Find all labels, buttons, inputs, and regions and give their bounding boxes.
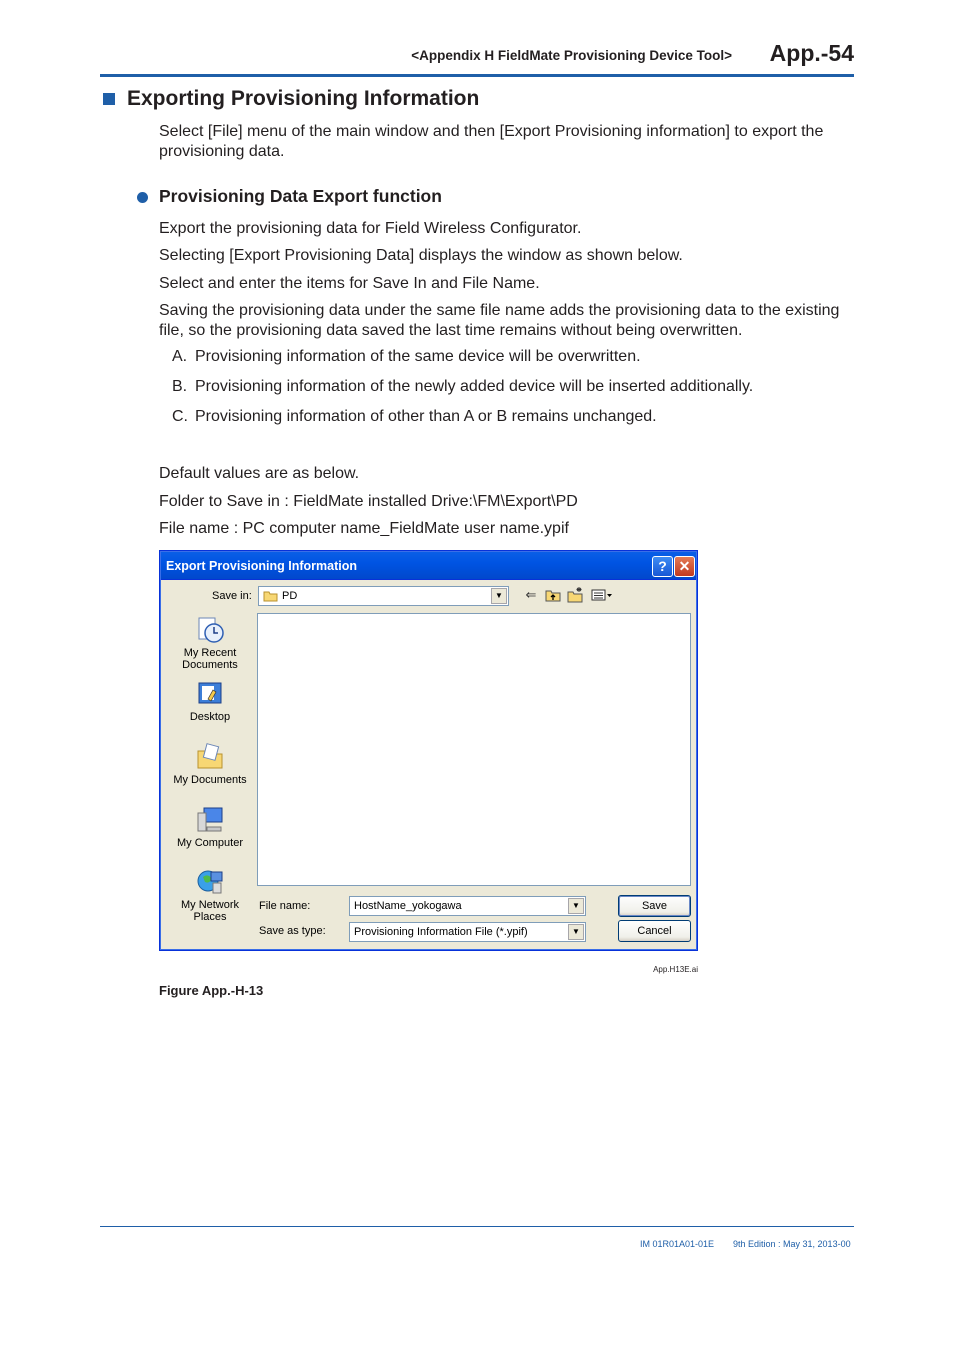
paragraph: File name : PC computer name_FieldMate user name.ypif xyxy=(159,520,569,537)
dialog-title-bar[interactable] xyxy=(161,552,696,580)
close-button[interactable]: ✕ xyxy=(674,556,695,577)
recent-documents-icon xyxy=(195,615,225,645)
save-in-label: Save in: xyxy=(212,590,252,602)
footer-edition: 9th Edition : May 31, 2013-00 xyxy=(733,1239,851,1249)
place-label: Desktop xyxy=(189,711,231,723)
place-label: My Recent Documents xyxy=(182,647,238,671)
my-documents-icon xyxy=(195,742,225,772)
place-label: My Documents xyxy=(173,774,247,786)
paragraph: Folder to Save in : FieldMate installed Drive:\FM\Export\PD xyxy=(159,493,578,510)
place-recent-documents[interactable] xyxy=(170,615,250,671)
list-text: Provisioning information of the same device will be overwritten. xyxy=(195,348,641,365)
new-folder-icon[interactable] xyxy=(566,586,584,604)
list-marker: A. xyxy=(172,348,188,365)
chevron-down-icon[interactable]: ▼ xyxy=(568,924,584,940)
place-desktop[interactable] xyxy=(170,679,250,723)
up-folder-icon[interactable] xyxy=(544,586,562,604)
save-as-type-select[interactable] xyxy=(349,922,586,942)
desktop-icon xyxy=(195,679,225,709)
place-label: My Computer xyxy=(176,837,244,849)
file-name-input[interactable] xyxy=(349,896,586,916)
running-header: <Appendix H FieldMate Provisioning Device Tool> xyxy=(411,48,732,63)
paragraph: Select and enter the items for Save In and File Name. xyxy=(159,275,540,292)
subsection-title: Provisioning Data Export function xyxy=(159,186,442,206)
section-title: Exporting Provisioning Information xyxy=(127,87,480,110)
paragraph: Export the provisioning data for Field Wireless Configurator. xyxy=(159,220,582,237)
view-menu-icon[interactable] xyxy=(590,586,614,604)
place-label: My Network Places xyxy=(180,899,240,923)
chevron-down-icon[interactable]: ▼ xyxy=(568,898,584,914)
back-arrow-icon[interactable]: ⇐ xyxy=(525,587,537,602)
section-square-icon xyxy=(103,93,115,105)
file-list[interactable] xyxy=(257,613,691,886)
list-text: Provisioning information of the newly added device will be inserted additionally. xyxy=(195,378,754,395)
list-marker: B. xyxy=(172,378,188,395)
save-as-type-value: Provisioning Information File (*.ypif) xyxy=(354,926,528,938)
place-network[interactable] xyxy=(170,867,250,923)
place-my-documents[interactable] xyxy=(170,742,250,786)
list-item xyxy=(172,347,854,367)
bullet-dot-icon xyxy=(137,192,148,203)
save-as-type-label: Save as type: xyxy=(259,925,326,937)
file-name-label: File name: xyxy=(259,900,311,912)
section-intro: Select [File] menu of the main window and then [Export Provisioning information] to export the provisioning data. xyxy=(159,123,824,160)
list-item xyxy=(172,407,854,427)
list-marker: C. xyxy=(172,408,188,425)
paragraph: Selecting [Export Provisioning Data] displays the window as shown below. xyxy=(159,247,683,264)
dialog-title: Export Provisioning Information xyxy=(166,559,357,573)
list-text: Provisioning information of other than A or B remains unchanged. xyxy=(195,408,657,425)
chevron-down-icon[interactable]: ▼ xyxy=(491,588,507,604)
folder-icon xyxy=(263,590,278,602)
figure-file-id: App.H13E.ai xyxy=(653,965,698,974)
place-my-computer[interactable] xyxy=(170,805,250,849)
network-places-icon xyxy=(195,867,225,897)
footer-rule xyxy=(100,1226,854,1227)
paragraph: Default values are as below. xyxy=(159,465,360,482)
paragraph: Saving the provisioning data under the same file name adds the provisioning data to the existing file, so the provisioning data saved the last time remains without being overwritten. xyxy=(159,302,840,339)
figure-caption: Figure App.-H-13 xyxy=(159,983,264,998)
file-name-value: HostName_yokogawa xyxy=(354,900,462,912)
cancel-button[interactable]: Cancel xyxy=(618,920,691,942)
save-in-combo[interactable] xyxy=(258,586,509,606)
export-dialog xyxy=(159,550,698,951)
save-button[interactable]: Save xyxy=(618,895,691,917)
header-rule xyxy=(100,74,854,77)
footer-doc-number: IM 01R01A01-01E xyxy=(640,1239,715,1249)
my-computer-icon xyxy=(195,805,225,835)
list-item xyxy=(172,377,854,397)
page-number: App.-54 xyxy=(769,40,854,66)
help-button[interactable]: ? xyxy=(652,556,673,577)
save-in-value: PD xyxy=(282,590,298,602)
